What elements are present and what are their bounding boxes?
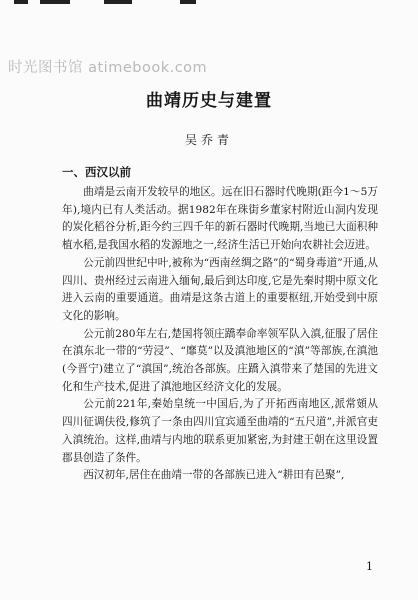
page-number: 1 [366, 560, 373, 573]
paragraph: 公元前280年左右,楚国将领庄蹻奉命率领军队入滇,征服了居住在滇东北一带的“劳浸”、“靡莫”以及滇池地区的“滇”等部族,在滇池(今晋宁)建立了“滇国”,统治各部族。庄蹻入滇带来了楚国的先进文化和生产技术,促进了滇池地区经济文化的发展。 [62, 327, 378, 393]
paragraph: 公元前221年,秦始皇统一中国后,为了开拓西南地区,派常頞从四川征调伕役,修筑了一条由四川宜宾通至曲靖的“五尺道”,并派官吏入滇统治。这样,曲靖与内地的联系更加紧密,为封建王朝在这里设置郡县创造了条件。 [62, 398, 378, 464]
body-text [62, 184, 378, 485]
paragraph: 曲靖是云南开发较早的地区。远在旧石器时代晚期(距今1～5万年),境内已有人类活动。据1982年在珠街乡董家村附近山洞内发现的炭化稻谷分析,距今约三四千年的新石器时代晚期,当地已大面积种植水稻,是我国水稻的发源地之一,经济生活已开始向农耕社会迈进。 [62, 186, 378, 252]
scan-top-edge [0, 0, 418, 14]
author-name: 吴乔青 [184, 133, 233, 147]
paragraph: 公元前四世纪中叶,被称为“西南丝绸之路”的“蜀身毒道”开通,从四川、贵州经过云南进入缅甸,最后到达印度,它是先秦时期中原文化进入云南的重要通道。曲靖是这条古道上的重要枢纽,开始受到中原文化的影响。 [62, 256, 378, 322]
page-title: 曲靖历史与建置 [146, 91, 272, 111]
watermark: 时光图书馆 atimebook.com [8, 60, 208, 76]
paragraph: 西汉初年,居住在曲靖一带的各部族已进入“耕田有邑聚”, [83, 469, 345, 482]
section-heading: 一、西汉以前 [62, 165, 131, 179]
